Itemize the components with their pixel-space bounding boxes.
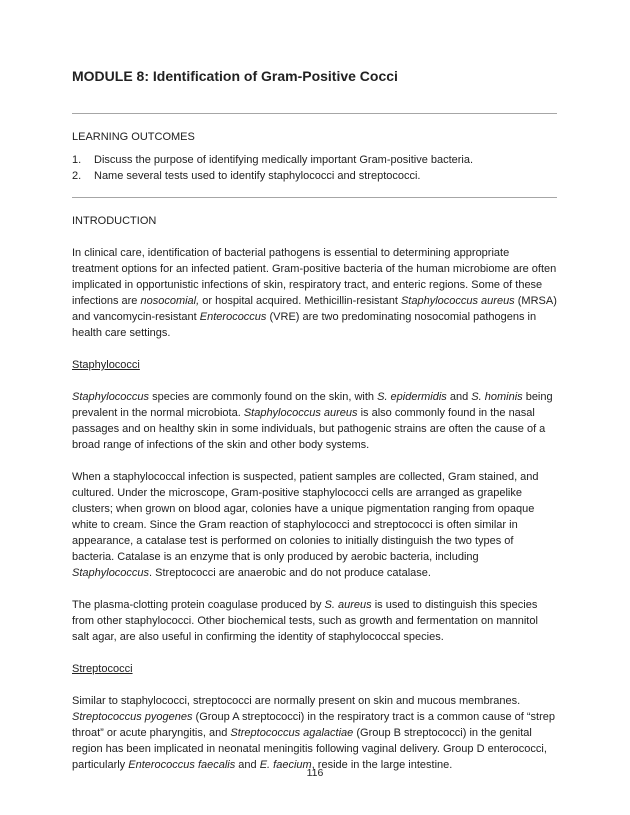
page-title: MODULE 8: Identification of Gram-Positive Cocci [72,68,398,84]
list-text: Name several tests used to identify staphylococci and streptococci. [94,170,421,182]
list-number: 2. [72,170,82,182]
paragraph: The plasma-clotting protein coagulase produced by S. aureus is used to distinguish this species from other staphylococci. Other biochemical tests, such as growth and fermentation on mannitol salt agar, are also useful in confirming the identity of staphylococcal species. [72,599,538,643]
divider-mid [72,197,557,198]
divider-top [72,113,557,114]
learning-outcomes-heading: LEARNING OUTCOMES [72,131,195,143]
learning-outcomes-list [72,152,557,184]
streptococci-heading: Streptococci [72,663,133,675]
introduction-heading: INTRODUCTION [72,215,157,227]
staphylococci-heading: Staphylococci [72,359,140,371]
list-text: Discuss the purpose of identifying medically important Gram-positive bacteria. [94,154,474,166]
paragraph: In clinical care, identification of bacterial pathogens is essential to determining appropriate treatment options for an infected patient. Gram-positive bacteria of the human microbiome are often implicated in opportunistic infections of skin, respiratory tract, and enteric regions. Some of these infections are nosocomial, or hospital acquired. Methicillin-resistant Staphylococcus aureus (MRSA) and vancomycin-resistant Enterococcus (VRE) are two predominating nosocomial pathogens in health care settings. [72,247,557,339]
streptococci-body [72,693,557,773]
introduction-body [72,245,557,341]
learning-outcome-item [72,168,557,184]
page-number: 116 [306,767,324,779]
paragraph: Staphylococcus species are commonly found on the skin, with S. epidermidis and S. hominis being prevalent in the normal microbiota. Staphylococcus aureus is also commonly found in the nasal passages and on healthy skin in some individuals, but pathogenic strains are often the cause of a broad range of infections of the skin and other body systems. [72,391,553,451]
staphylococci-body [72,389,557,645]
learning-outcome-item [72,152,557,168]
paragraph: When a staphylococcal infection is suspected, patient samples are collected, Gram stained, and cultured. Under the microscope, Gram-positive staphylococci cells are arranged as grapelike clusters; when grown on blood agar, colonies have a unique pigmentation ranging from opaque white to cream. Since the Gram reaction of staphylococci and streptococci is often similar in appearance, a catalase test is performed on colonies to initially distinguish the two types of bacteria. Catalase is an enzyme that is only produced by aerobic bacteria, including Staphylococcus. Streptococci are anaerobic and do not produce catalase. [72,471,539,579]
paragraph: Similar to staphylococci, streptococci are normally present on skin and mucous membranes. Streptococcus pyogenes (Group A streptococci) in the respiratory tract is a common cause of “strep throat” or acute pharyngitis, and Streptococcus agalactiae (Group B streptococci) in the genital region has been implicated in neonatal meningitis following vaginal delivery. Group D enterococci, particularly Enterococcus faecalis and E. faecium, reside in the large intestine. [72,695,556,771]
list-number: 1. [72,154,82,166]
